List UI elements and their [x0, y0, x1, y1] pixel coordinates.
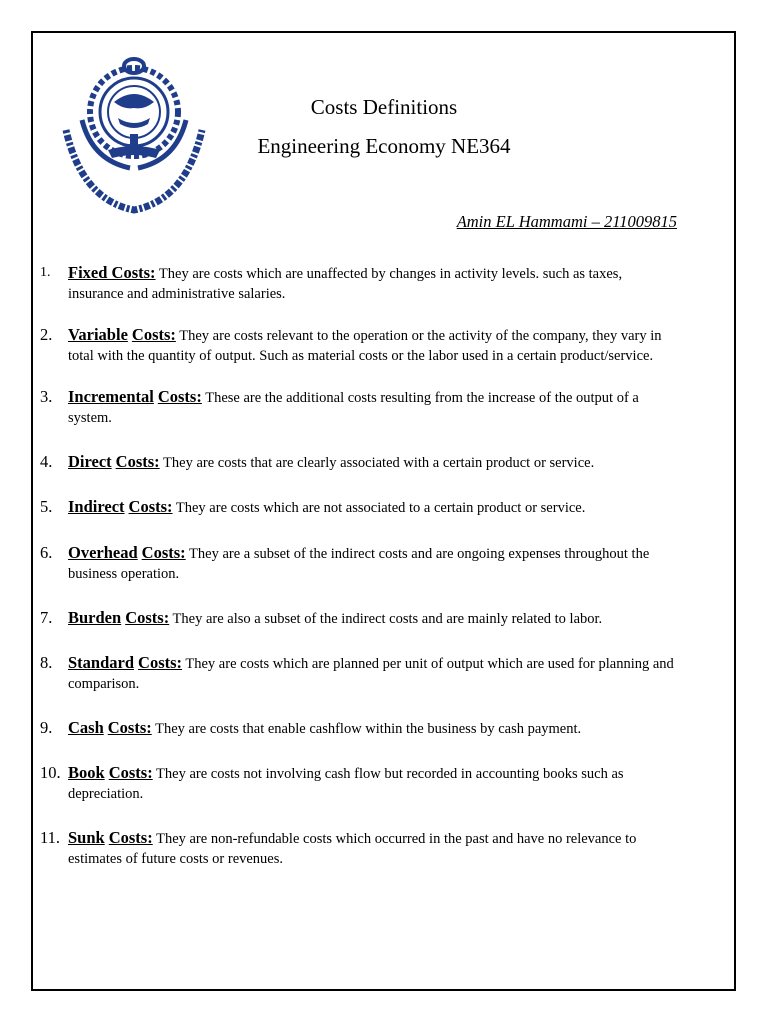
- item-number: 2.: [40, 325, 53, 344]
- item-number: 7.: [40, 608, 53, 627]
- definition-text: They are costs which are not associated to a certain product or service.: [172, 500, 586, 516]
- document-title: Costs Definitions: [310, 95, 458, 119]
- definition-item: [40, 452, 680, 473]
- definition-term-suffix: Costs:: [125, 608, 170, 627]
- definition-term: Indirect: [68, 497, 125, 516]
- item-number: 5.: [40, 497, 53, 516]
- definitions-list: [40, 263, 680, 869]
- definition-term: Variable: [68, 325, 128, 344]
- definition-text: They are costs which are planned per unit of output which are used for planning and comparison.: [68, 656, 674, 692]
- definition-term: Cash: [68, 718, 104, 737]
- definition-text: They are a subset of the indirect costs and are ongoing expenses throughout the business operation.: [68, 546, 650, 582]
- definition-text: They are also a subset of the indirect costs and are mainly related to labor.: [169, 611, 603, 627]
- item-number: 3.: [40, 387, 53, 406]
- definition-text: They are costs relevant to the operation or the activity of the company, they vary in total with the quantity of output. Such as material costs or the labor used in a certain product/service.: [68, 328, 662, 364]
- item-number: 1.: [40, 265, 51, 280]
- definition-term-suffix: Costs:: [108, 763, 153, 782]
- definition-term: Sunk: [68, 828, 105, 847]
- definition-term-suffix: Costs:: [115, 452, 160, 471]
- definition-item: [40, 387, 680, 428]
- definition-term-suffix: Costs:: [131, 325, 176, 344]
- definition-item: [40, 263, 680, 304]
- item-number: 10.: [40, 763, 61, 782]
- definition-item: [40, 718, 680, 739]
- definition-text: They are costs not involving cash flow but recorded in accounting books such as depreciation.: [68, 766, 624, 802]
- definition-term-suffix: Costs:: [157, 387, 202, 406]
- item-number: 8.: [40, 653, 53, 672]
- definition-item: [40, 543, 680, 584]
- definition-text: They are costs that enable cashflow within the business by cash payment.: [151, 721, 582, 737]
- item-number: 9.: [40, 718, 53, 737]
- definition-text: These are the additional costs resulting from the increase of the output of a system.: [68, 390, 639, 426]
- item-number: 4.: [40, 452, 53, 471]
- definition-item: [40, 325, 680, 366]
- definition-term: Incremental: [68, 387, 154, 406]
- definition-text: They are costs that are clearly associated with a certain product or service.: [159, 455, 595, 471]
- author-line: Amin EL Hammami – 211009815: [456, 212, 677, 231]
- definition-term-suffix: Costs:: [108, 828, 153, 847]
- definition-term-suffix: Costs:: [138, 653, 183, 672]
- definition-item: [40, 497, 680, 518]
- definition-term-suffix: Costs:: [128, 497, 173, 516]
- definition-item: [40, 608, 680, 629]
- definition-text: They are non-refundable costs which occurred in the past and have no relevance to estimates of future costs or revenues.: [68, 831, 637, 867]
- definition-term: Overhead: [68, 543, 138, 562]
- item-number: 11.: [40, 828, 61, 847]
- definition-item: [40, 828, 680, 869]
- definition-text: They are costs which are unaffected by changes in activity levels. such as taxes, insurance and administrative salaries.: [68, 266, 623, 302]
- definition-term: Burden: [68, 608, 122, 627]
- item-number: 6.: [40, 543, 53, 562]
- definition-term: Fixed Costs:: [68, 263, 156, 282]
- definition-term: Standard: [68, 653, 135, 672]
- definition-item: [40, 653, 680, 694]
- definition-term: Book: [68, 763, 105, 782]
- definition-item: [40, 763, 680, 804]
- university-crest-logo: [52, 50, 216, 214]
- definition-term-suffix: Costs:: [141, 543, 186, 562]
- document-subtitle: Engineering Economy NE364: [257, 134, 511, 158]
- definition-term: Direct: [68, 452, 112, 471]
- definition-term-suffix: Costs:: [107, 718, 152, 737]
